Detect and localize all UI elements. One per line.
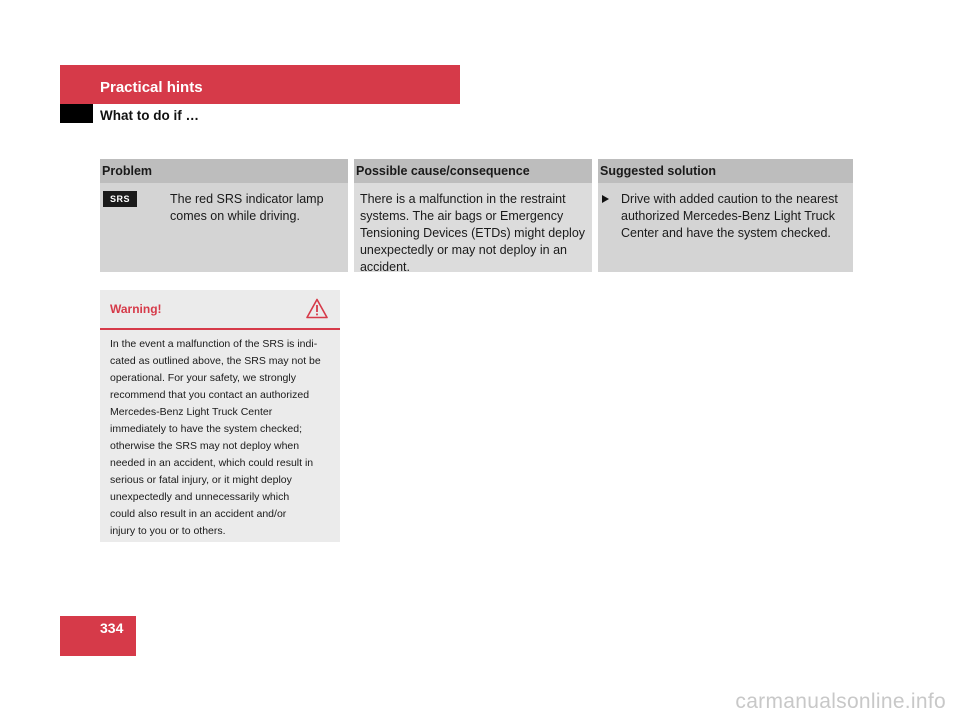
watermark: carmanualsonline.info bbox=[735, 690, 946, 713]
column-header-cause: Possible cause/consequence bbox=[355, 164, 530, 178]
arrow-bullet-icon bbox=[602, 195, 609, 203]
page-subtitle: What to do if … bbox=[100, 108, 199, 123]
warning-line: needed in an accident, which could result in bbox=[110, 457, 314, 469]
column-header-solution: Suggested solution bbox=[600, 164, 717, 178]
warning-line: otherwise the SRS may not deploy when bbox=[110, 440, 300, 452]
warning-line: operational. For your safety, we strongly bbox=[110, 372, 296, 384]
warning-line: cated as outlined above, the SRS may not be bbox=[110, 355, 321, 367]
cause-cell: There is a malfunction in the restraint systems. The air bags or Emergency Tensioning Devices (ETDs) might deploy unexpectedly or may not deploy in an accident. bbox=[354, 183, 592, 272]
problem-table bbox=[100, 159, 853, 272]
warning-line: serious or fatal injury, or it might deploy bbox=[110, 474, 292, 486]
warning-body bbox=[100, 330, 340, 540]
table-header-row bbox=[100, 159, 853, 183]
page-number-tab bbox=[60, 616, 136, 656]
warning-line: unexpectedly and unnecessarily which bbox=[110, 491, 290, 503]
solution-cell bbox=[598, 183, 853, 272]
column-header-problem: Problem bbox=[102, 164, 153, 178]
problem-text: The red SRS indicator lamp comes on while driving. bbox=[170, 192, 324, 223]
warning-line: injury to you or to others. bbox=[110, 525, 226, 537]
table-row bbox=[100, 183, 853, 272]
srs-indicator-icon: SRS bbox=[103, 191, 137, 207]
warning-line: In the event a malfunction of the SRS is indi- bbox=[110, 338, 318, 350]
problem-cell bbox=[100, 183, 348, 272]
warning-header bbox=[100, 290, 340, 330]
warning-line: recommend that you contact an authorized bbox=[110, 389, 310, 401]
solution-text: Drive with added caution to the nearest authorized Mercedes-Benz Light Truck Center and have the system checked. bbox=[621, 192, 838, 240]
warning-title: Warning! bbox=[110, 302, 162, 316]
warning-triangle-icon bbox=[306, 298, 328, 324]
warning-line: immediately to have the system checked; bbox=[110, 423, 303, 435]
warning-line: Mercedes-Benz Light Truck Center bbox=[110, 406, 273, 418]
section-title: Practical hints bbox=[100, 79, 203, 96]
header-marker bbox=[60, 104, 93, 123]
page-number: 334 bbox=[100, 620, 124, 636]
warning-box bbox=[100, 290, 340, 542]
warning-line: could also result in an accident and/or bbox=[110, 508, 287, 520]
